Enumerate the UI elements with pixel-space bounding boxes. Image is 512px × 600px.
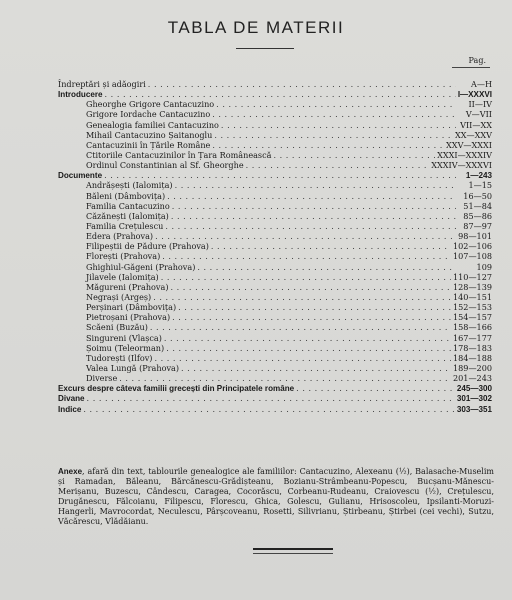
toc-entry-label: Tudorești (Ilfov) xyxy=(86,352,153,363)
toc-entry xyxy=(58,120,492,130)
toc-entry-label: Florești (Prahova) xyxy=(86,251,161,262)
toc-entry-pages: 301—302 xyxy=(456,394,492,404)
toc-entry-pages: V—VII xyxy=(465,109,492,120)
toc-entry-pages: 158—166 xyxy=(453,322,492,333)
toc-entry xyxy=(58,211,492,221)
toc-entry-pages: 87—97 xyxy=(463,220,492,231)
toc-entry xyxy=(58,170,492,180)
toc-entry-label: Ordinul Constantinian al Sf. Gheorghe xyxy=(86,160,244,171)
toc-entry-label: Ghighiul-Găgeni (Prahova) xyxy=(86,261,196,272)
toc-entry-pages: 98—101 xyxy=(458,231,492,242)
toc-entry-pages: XXXI—XXXIV xyxy=(437,149,492,160)
dot-leader xyxy=(273,150,435,160)
toc-entry xyxy=(58,201,492,211)
dot-leader xyxy=(214,130,453,140)
toc-entry-label: Introducere xyxy=(58,90,103,100)
toc-entry xyxy=(58,140,492,150)
dot-leader xyxy=(178,302,451,312)
dot-leader xyxy=(246,160,430,170)
toc-entry-label: Mihail Cantacuzino Șaitanoglu xyxy=(86,129,213,140)
toc-entry-pages: 167—177 xyxy=(453,332,492,343)
dot-leader xyxy=(181,363,451,373)
toc-entry-pages: 1—15 xyxy=(468,180,492,191)
toc-entry-pages: 154—157 xyxy=(453,312,492,323)
toc-entry-pages: 303—351 xyxy=(456,404,492,414)
toc-entry-label: Familia Cantacuzino xyxy=(86,200,170,211)
page-column-rule xyxy=(452,67,490,68)
toc-entry-pages: 201—243 xyxy=(453,373,492,384)
toc-entry-pages: 178—183 xyxy=(453,342,492,353)
toc-entry xyxy=(58,160,492,170)
toc-entry xyxy=(58,221,492,231)
dot-leader xyxy=(153,292,451,302)
toc-entry-label: Indice xyxy=(58,404,82,414)
page-column-header: Pag. xyxy=(468,56,486,65)
toc-entry-label: Șoimu (Teleorman) xyxy=(86,342,165,353)
toc-entry-label: Genealogia familiei Cantacuzino xyxy=(86,119,219,130)
toc-entry-label: Băleni (Dâmbovița) xyxy=(86,190,166,201)
toc-entry xyxy=(58,292,492,302)
toc-entry-pages: VII—XX xyxy=(460,119,492,130)
toc-entry-pages: 109 xyxy=(476,261,492,272)
toc-entry-label: Negrași (Argeș) xyxy=(86,291,152,302)
annex-paragraph xyxy=(58,467,494,528)
toc-entry xyxy=(58,282,492,292)
toc-entry xyxy=(58,231,492,241)
toc-entry xyxy=(58,373,492,383)
dot-leader xyxy=(172,312,451,322)
toc-entry xyxy=(58,79,492,89)
toc-entry-label: Căzănești (Ialomița) xyxy=(86,210,169,221)
toc-entry-pages: 110—127 xyxy=(453,271,492,282)
dot-leader xyxy=(154,353,451,363)
toc-entry-pages: I—XXXVI xyxy=(457,90,492,100)
closing-rule-thin xyxy=(253,553,333,554)
dot-leader xyxy=(166,343,451,353)
toc-entry xyxy=(58,191,492,201)
toc-entry xyxy=(58,150,492,160)
toc-entry-label: Scăeni (Buzău) xyxy=(86,322,148,333)
toc-entry xyxy=(58,99,492,109)
toc-entry-label: Grigore Iordache Cantacuzino xyxy=(86,109,211,120)
dot-leader xyxy=(119,373,451,383)
dot-leader xyxy=(87,393,455,403)
toc-entry xyxy=(58,251,492,261)
toc-entry xyxy=(58,130,492,140)
toc-entry-label: Ctitoriile Cantacuzinilor în Țara Românească xyxy=(86,149,272,160)
toc-entry xyxy=(58,109,492,119)
dot-leader xyxy=(105,89,456,99)
toc-entry xyxy=(58,312,492,322)
toc-entry xyxy=(58,241,492,251)
toc-entry-label: Cantacuzinii în Țările Române xyxy=(86,139,211,150)
toc-entry-pages: 1—243 xyxy=(465,171,492,181)
dot-leader xyxy=(150,322,451,332)
toc-entry xyxy=(58,322,492,332)
toc-entry-label: Măgureni (Prahova) xyxy=(86,281,169,292)
toc-entry-pages: 245—300 xyxy=(456,384,492,394)
dot-leader xyxy=(212,109,456,119)
dot-leader xyxy=(104,170,456,180)
dot-leader xyxy=(162,251,451,261)
table-of-contents xyxy=(58,79,492,414)
toc-entry-label: Filipeștii de Pădure (Prahova) xyxy=(86,241,209,252)
toc-entry-label: Singureni (Vlașca) xyxy=(86,332,162,343)
toc-entry-pages: XXV—XXXI xyxy=(446,139,492,150)
dot-leader xyxy=(221,120,456,130)
toc-entry xyxy=(58,404,492,414)
toc-entry-pages: 85—86 xyxy=(463,210,492,221)
toc-entry xyxy=(58,180,492,190)
toc-entry-label: Valea Lungă (Prahova) xyxy=(86,362,180,373)
toc-entry-label: Perșinari (Dâmbovița) xyxy=(86,302,177,313)
dot-leader xyxy=(170,282,451,292)
annex-text: , afară din text, tablourile genealogice ale familiilor: Cantacuzino, Alexeanu (½), Balasache-Muselim și Ramadan, Băleanu, Bărcănescu-Grădișteanu, Bozianu-Strâmbeanu-Popescu, Bucșanu-Mănescu-Merișanu, Buzescu, Cândescu, Caragea, Cocorăscu, Corbeanu-Rudeanu, Craiovescu (½), Crețulescu, Drugănescu, Fălcoianu, Filipescu, Florescu, Ghica, Golescu, Gulianu, Hrisoscoleu, Ipsilanti-Moruzi-Hangerli, Mavrocordat, Neculescu, Pârșcoveanu, Rosetti, Silivrianu, Știrbeanu, Știrbei (cei vechi), Sutzu, Văcărescu, Vlădăianu. xyxy=(58,467,494,527)
dot-leader xyxy=(212,140,444,150)
toc-entry-pages: A—H xyxy=(471,79,492,89)
toc-entry-pages: 128—139 xyxy=(453,281,492,292)
toc-entry-label: Diverse xyxy=(86,373,118,384)
dot-leader xyxy=(216,99,456,109)
toc-entry-label: Documente xyxy=(58,171,103,181)
toc-entry xyxy=(58,302,492,312)
title-rule xyxy=(236,48,294,49)
annex-heading: Anexe xyxy=(58,467,83,476)
toc-entry xyxy=(58,272,492,282)
dot-leader xyxy=(161,272,451,282)
toc-entry-pages: XXXIV—XXXVI xyxy=(431,160,492,171)
dot-leader xyxy=(165,221,456,231)
dot-leader xyxy=(155,231,456,241)
toc-entry-label: Pietroșani (Prahova) xyxy=(86,312,171,323)
dot-leader xyxy=(172,201,456,211)
toc-entry-label: Gheorghe Grigore Cantacuzino xyxy=(86,99,215,110)
dot-leader xyxy=(296,383,455,393)
toc-entry-pages: 107—108 xyxy=(453,251,492,262)
toc-entry xyxy=(58,343,492,353)
toc-entry-label: Excurs despre câteva familii grecești din Principatele române xyxy=(58,384,295,394)
toc-entry-pages: 51—84 xyxy=(463,200,492,211)
dot-leader xyxy=(83,404,455,414)
toc-entry-label: Jilavele (Ialomița) xyxy=(86,271,159,282)
toc-entry-pages: II—IV xyxy=(468,99,492,110)
toc-entry-pages: 184—188 xyxy=(453,352,492,363)
dot-leader xyxy=(197,262,456,272)
toc-entry-pages: 16—50 xyxy=(463,190,492,201)
dot-leader xyxy=(167,191,456,201)
toc-entry-label: Edera (Prahova) xyxy=(86,231,154,242)
toc-entry xyxy=(58,262,492,272)
toc-entry-pages: XX—XXV xyxy=(455,129,492,140)
toc-entry xyxy=(58,89,492,99)
toc-entry-pages: 102—106 xyxy=(453,241,492,252)
toc-entry-label: Îndreptări și adăogiri xyxy=(58,79,146,89)
toc-entry-pages: 152—153 xyxy=(453,302,492,313)
toc-entry-label: Divane xyxy=(58,394,85,404)
toc-entry xyxy=(58,353,492,363)
dot-leader xyxy=(148,79,456,89)
toc-entry xyxy=(58,363,492,373)
page-title: TABLA DE MATERII xyxy=(167,18,345,37)
dot-leader xyxy=(164,333,451,343)
toc-entry xyxy=(58,333,492,343)
toc-entry-label: Andrășești (Ialomița) xyxy=(86,180,173,191)
closing-rule-thick xyxy=(253,548,333,550)
dot-leader xyxy=(175,180,456,190)
dot-leader xyxy=(171,211,456,221)
toc-entry-label: Familia Crețulescu xyxy=(86,220,164,231)
toc-entry xyxy=(58,393,492,403)
toc-entry xyxy=(58,383,492,393)
toc-entry-pages: 140—151 xyxy=(453,291,492,302)
toc-entry-pages: 189—200 xyxy=(453,362,492,373)
dot-leader xyxy=(211,241,451,251)
